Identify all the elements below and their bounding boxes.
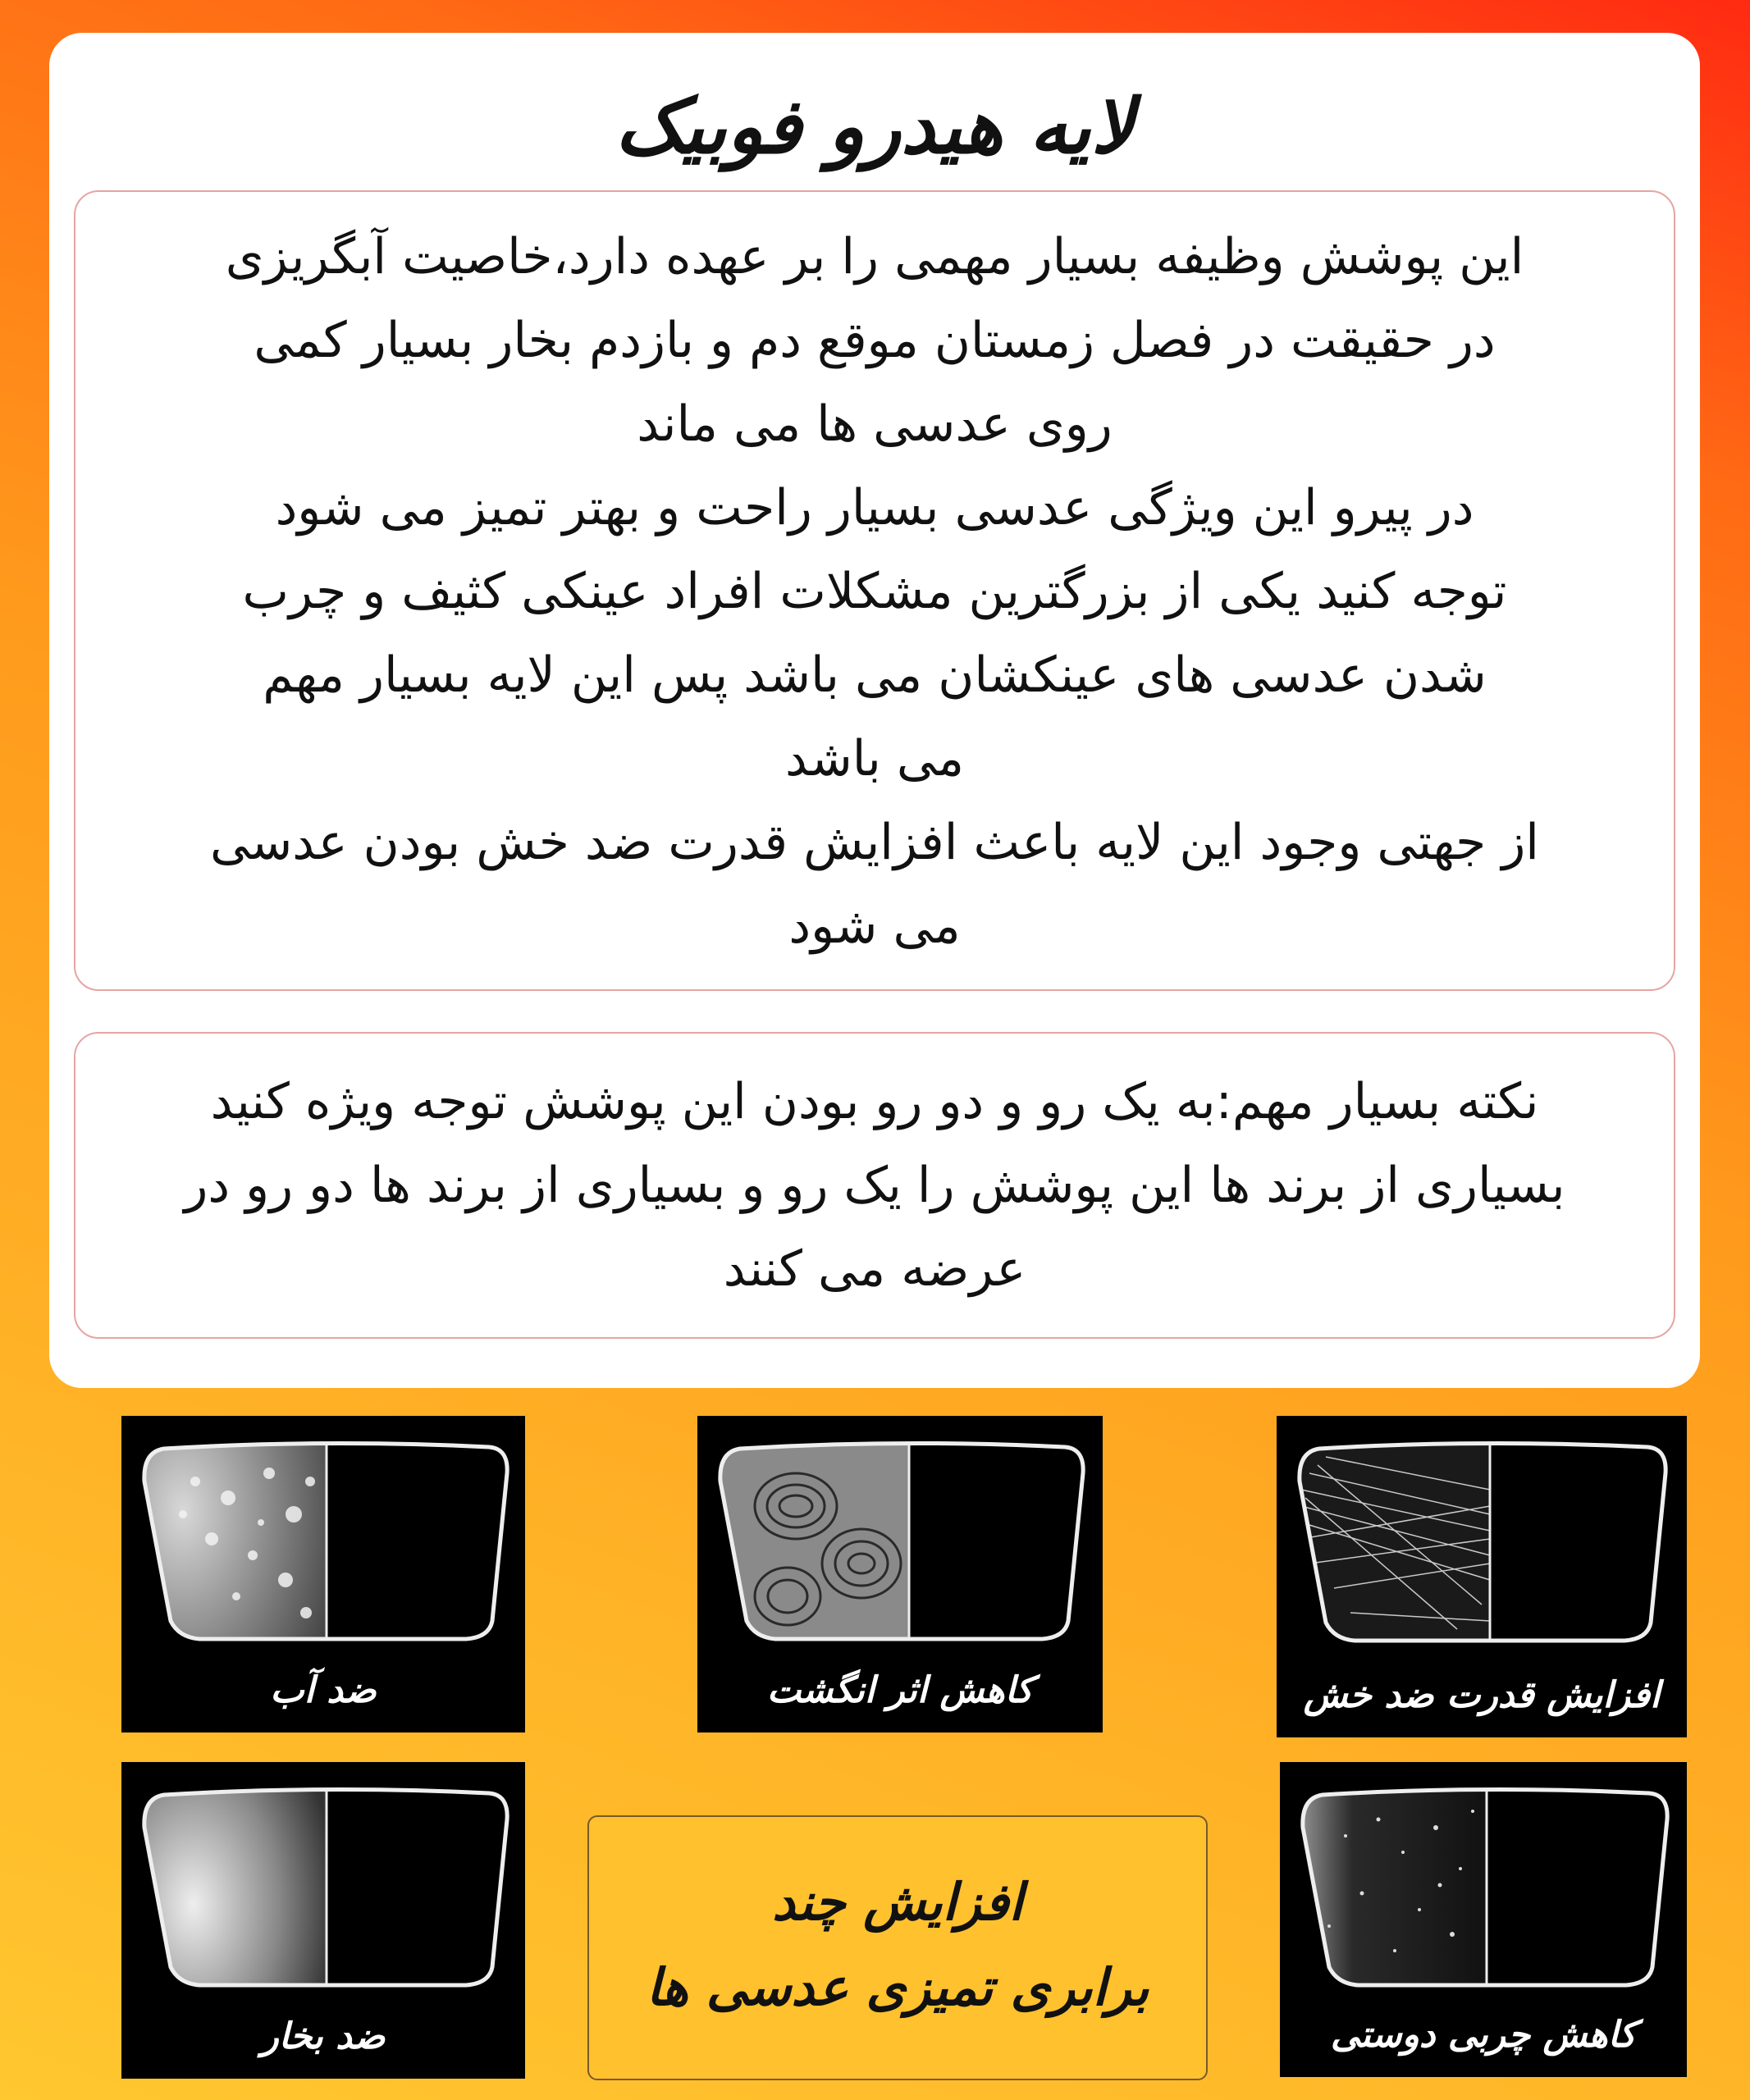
description-line: شدن عدسی های عینکشان می باشد پس این لایه بسیار مهم: [263, 646, 1487, 704]
grease-reduction-tile: [1280, 1762, 1687, 2077]
note-line: بسیاری از برند ها این پوشش را یک رو و بسیاری از برند ها دو رو در: [184, 1157, 1565, 1214]
description-box: [74, 190, 1675, 991]
description-line: توجه کنید یکی از بزرگترین مشکلات افراد عینکی کثیف و چرب: [242, 563, 1507, 620]
note-line: عرضه می کنند: [723, 1240, 1026, 1298]
callout-line: افزایش چند: [772, 1872, 1023, 1932]
description-line: در پیرو این ویژگی عدسی بسیار راحت و بهتر تمیز می شود: [275, 479, 1474, 536]
feature-label: افزایش قدرت ضد خش: [1303, 1674, 1661, 1716]
scratch-resistance-tile: [1277, 1416, 1687, 1737]
note-box: [74, 1032, 1675, 1339]
anti-fog-tile: [121, 1762, 525, 2079]
feature-label: ضد آب: [270, 1669, 377, 1711]
page-title: لایه هیدرو فوبیک: [615, 83, 1135, 171]
note-line: نکته بسیار مهم:به یک رو و دو رو بودن این پوشش توجه ویژه کنید: [210, 1073, 1539, 1130]
description-line: می باشد: [785, 730, 964, 788]
cleanliness-callout: [587, 1815, 1208, 2080]
description-line: از جهتی وجود این لایه باعث افزایش قدرت ضد خش بودن عدسی: [210, 814, 1539, 871]
fingerprint-tile: [697, 1416, 1103, 1732]
info-card: [49, 33, 1700, 1388]
feature-label: کاهش چربی دوستی: [1330, 2014, 1637, 2056]
feature-label: ضد بخار: [261, 2016, 386, 2057]
water-repellent-tile: [121, 1416, 525, 1732]
description-line: روی عدسی ها می ماند: [637, 395, 1113, 453]
callout-line: برابری تمیزی عدسی ها: [646, 1957, 1149, 2017]
description-line: این پوشش وظیفه بسیار مهمی را بر عهده دارد،خاصیت آبگریزی: [225, 228, 1524, 285]
description-line: در حقیقت در فصل زمستان موقع دم و بازدم بخار بسیار کمی: [254, 312, 1496, 369]
feature-label: کاهش اثر انگشت: [766, 1669, 1034, 1711]
description-line: می شود: [788, 897, 961, 955]
